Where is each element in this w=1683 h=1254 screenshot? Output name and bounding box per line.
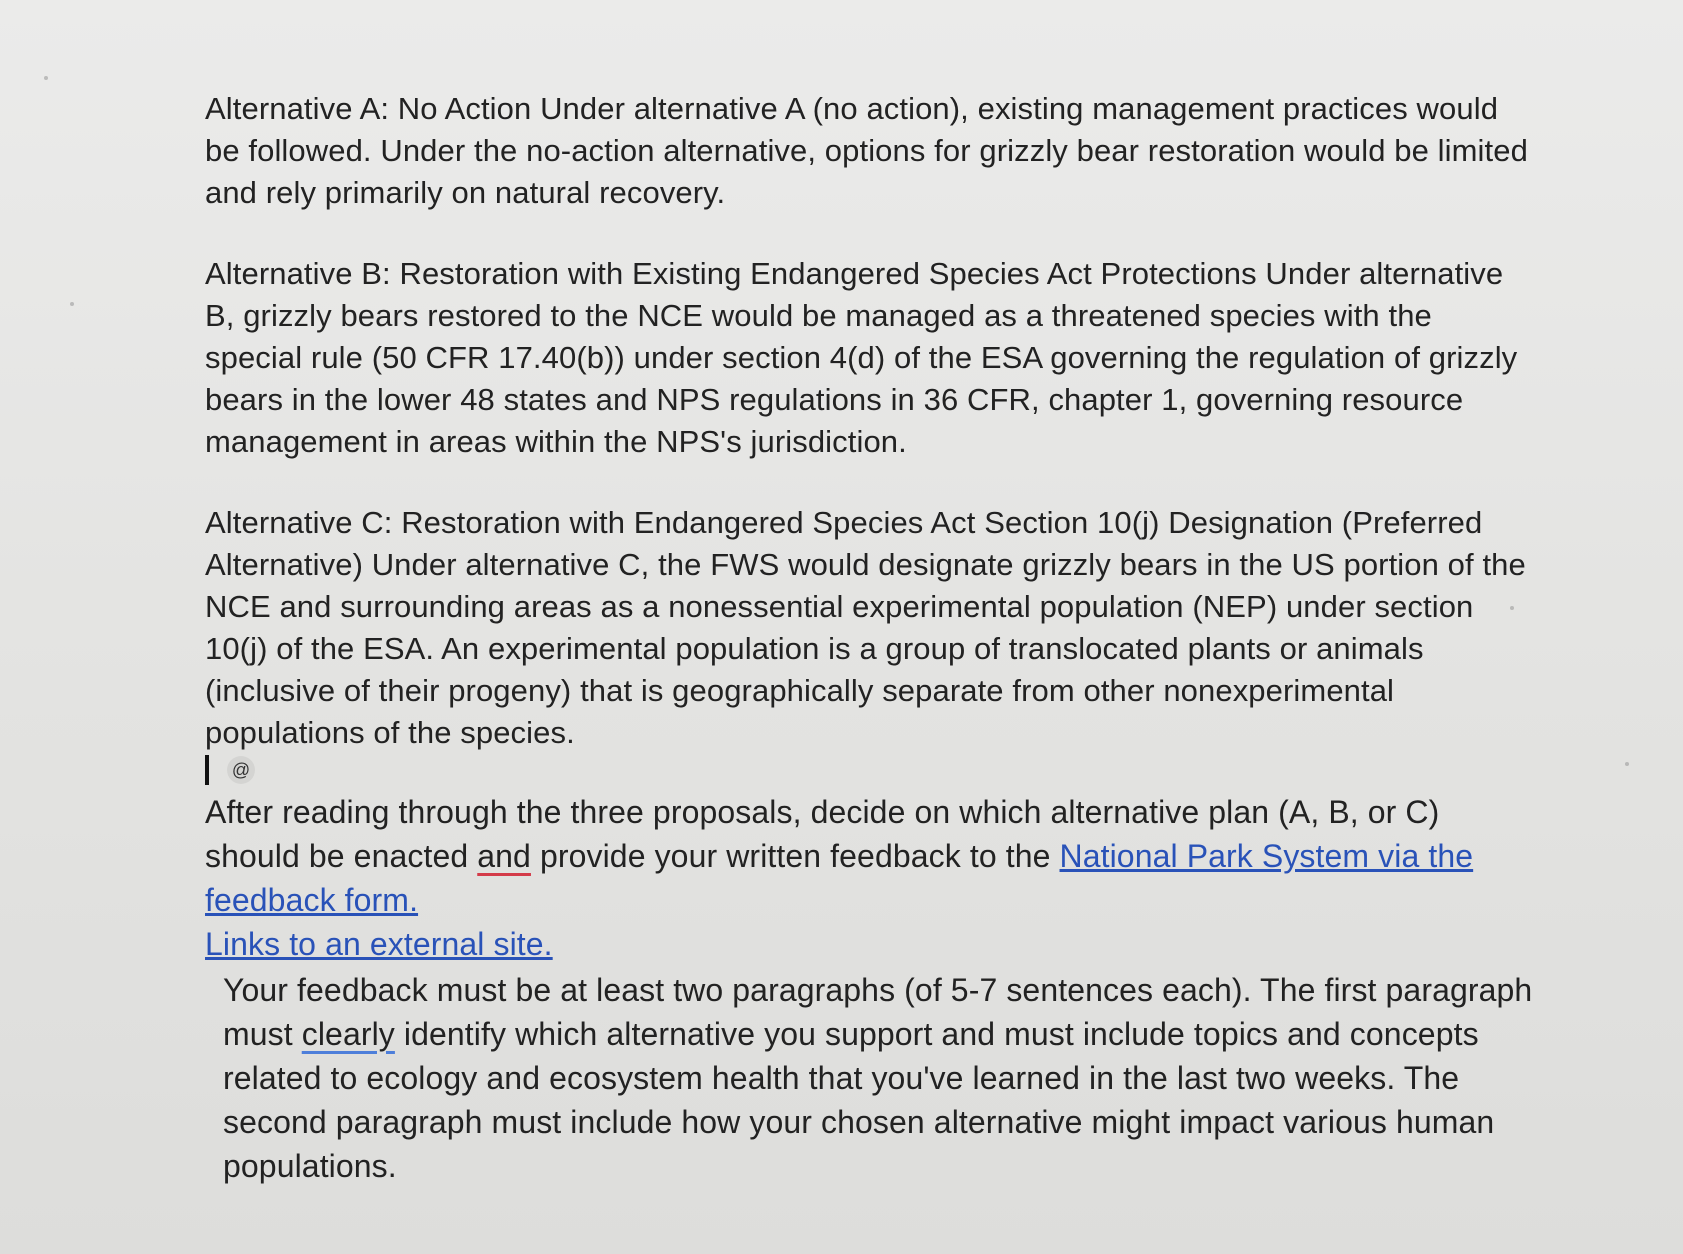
instructions-block xyxy=(205,790,1535,1188)
grammar-word-clearly[interactable]: clearly xyxy=(301,1016,395,1052)
feedback-text: Your feedback must be at least two paragraphs (of 5-7 sentences each). The first paragraph must xyxy=(223,972,1533,1052)
rich-text-editor[interactable] xyxy=(205,88,1535,1188)
feedback-requirements xyxy=(205,968,1535,1188)
dust-speck xyxy=(44,76,48,80)
spellcheck-word-and[interactable]: and xyxy=(477,838,531,874)
feedback-text-continued: identify which alternative you support and must include topics and concepts related to ecology and ecosystem health that you've learned in the last two weeks. The second paragraph must include how your chosen alternative might impact various human populations. xyxy=(223,1016,1495,1184)
alternative-c-paragraph: Alternative C: Restoration with Endangered Species Act Section 10(j) Designation (Preferred Alternative) Under alternative C, the FWS would designate grizzly bears in the US portion of the NCE and surrounding areas as a nonessential experimental population (NEP) under section 10(j) of the ESA. An experimental population is a group of translocated plants or animals (inclusive of their progeny) that is geographically separate from other nonexperimental populations of the species. xyxy=(205,505,1526,750)
mention-icon[interactable]: @ xyxy=(227,756,255,784)
feedback-form-link[interactable]: National Park System via the feedback form. xyxy=(205,838,1474,918)
instruction-text: After reading through the three proposals, decide on which alternative plan (A, B, or C) should be enacted xyxy=(205,794,1440,874)
paragraph-gap xyxy=(205,214,1535,253)
paragraph-gap xyxy=(205,463,1535,502)
external-site-link[interactable]: Links to an external site. xyxy=(205,926,553,962)
alternative-b-paragraph: Alternative B: Restoration with Existing Endangered Species Act Protections Under alternative B, grizzly bears restored to the NCE would be managed as a threatened species with the special rule (50 CFR 17.40(b)) under section 4(d) of the ESA governing the regulation of grizzly bears in the lower 48 states and NPS regulations in 36 CFR, chapter 1, governing resource management in areas within the NPS's jurisdiction. xyxy=(205,256,1518,459)
editor-cursor-row[interactable] xyxy=(205,752,1535,788)
dust-speck xyxy=(1625,762,1629,766)
dust-speck xyxy=(70,302,74,306)
instruction-text-continued: provide your written feedback to the xyxy=(530,838,1060,874)
text-cursor xyxy=(205,755,209,785)
alternative-a-paragraph: Alternative A: No Action Under alternative A (no action), existing management practices would be followed. Under the no-action alternative, options for grizzly bear restoration would be limited and rely primarily on natural recovery. xyxy=(205,91,1528,210)
